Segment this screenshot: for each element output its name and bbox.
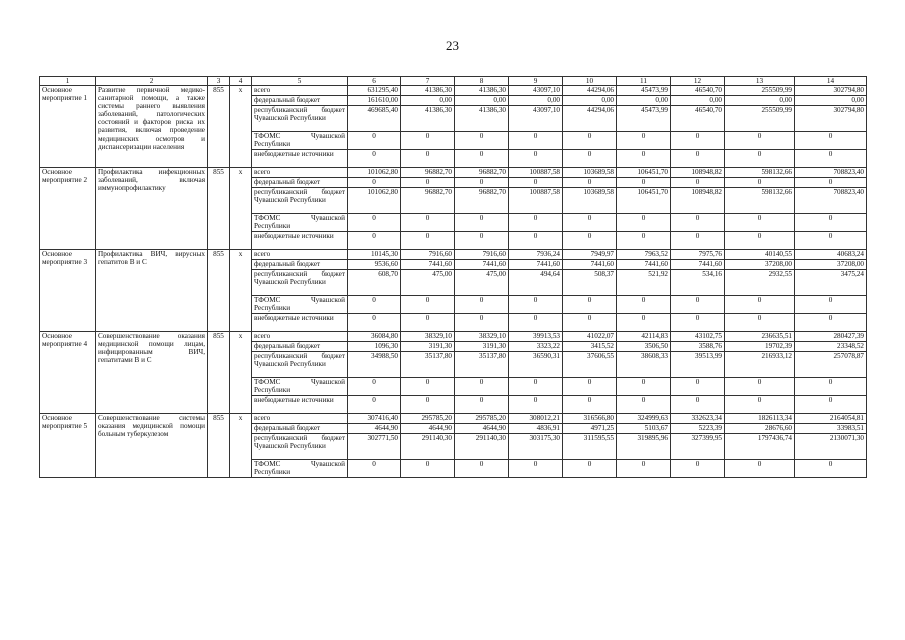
- funding-source: республиканский бюджет Чувашской Республики: [252, 352, 348, 378]
- table-row: [40, 168, 867, 178]
- amount-cell: 7963,52: [617, 250, 671, 260]
- funding-source: ТФОМС Чувашской Республики: [252, 460, 348, 478]
- amount-cell: 3191,30: [401, 342, 455, 352]
- amount-cell: 0: [617, 178, 671, 188]
- amount-cell: 33983,51: [795, 424, 867, 434]
- amount-cell: 3191,30: [455, 342, 509, 352]
- amount-cell: 0: [563, 178, 617, 188]
- amount-cell: 0: [617, 296, 671, 314]
- amount-cell: 0: [509, 296, 563, 314]
- amount-cell: 2932,55: [725, 270, 795, 296]
- amount-cell: 37606,55: [563, 352, 617, 378]
- header-cell: 3: [208, 77, 230, 86]
- amount-cell: 5103,67: [617, 424, 671, 434]
- amount-cell: 0: [795, 314, 867, 332]
- amount-cell: 307416,40: [348, 414, 401, 424]
- amount-cell: 0: [563, 296, 617, 314]
- amount-cell: 3475,24: [795, 270, 867, 296]
- amount-cell: 41022,07: [563, 332, 617, 342]
- header-cell: 14: [795, 77, 867, 86]
- amount-cell: 7441,60: [509, 260, 563, 270]
- amount-cell: 0: [725, 314, 795, 332]
- measure-description: Профилактика ВИЧ, вирусных гепатитов В и С: [96, 250, 208, 332]
- amount-cell: 291140,30: [455, 434, 509, 460]
- amount-cell: 38608,33: [617, 352, 671, 378]
- executor-code: 855: [208, 168, 230, 250]
- amount-cell: 0: [509, 150, 563, 168]
- measure-label: Основное мероприятие 1: [40, 86, 96, 168]
- amount-cell: 45473,99: [617, 86, 671, 96]
- amount-cell: 0: [617, 132, 671, 150]
- amount-cell: 598132,66: [725, 168, 795, 178]
- amount-cell: 0: [401, 150, 455, 168]
- amount-cell: 44294,06: [563, 86, 617, 96]
- header-cell: 4: [230, 77, 252, 86]
- amount-cell: 2130071,30: [795, 434, 867, 460]
- amount-cell: 108948,82: [671, 188, 725, 214]
- amount-cell: 2164054,81: [795, 414, 867, 424]
- amount-cell: 36084,80: [348, 332, 401, 342]
- header-cell: 6: [348, 77, 401, 86]
- amount-cell: 0: [348, 132, 401, 150]
- amount-cell: 0: [725, 132, 795, 150]
- amount-cell: 96882,70: [455, 188, 509, 214]
- amount-cell: 0: [401, 460, 455, 478]
- amount-cell: 45473,99: [617, 106, 671, 132]
- header-cell: 9: [509, 77, 563, 86]
- measure-label: Основное мероприятие 3: [40, 250, 96, 332]
- funding-source: внебюджетные источники: [252, 150, 348, 168]
- amount-cell: 319895,96: [617, 434, 671, 460]
- funding-source: республиканский бюджет Чувашской Республики: [252, 188, 348, 214]
- amount-cell: 0,00: [725, 96, 795, 106]
- amount-cell: 108948,82: [671, 168, 725, 178]
- amount-cell: 0: [401, 314, 455, 332]
- amount-cell: 41386,30: [401, 86, 455, 96]
- amount-cell: 0: [563, 132, 617, 150]
- mark-cell: х: [230, 414, 252, 478]
- funding-source: республиканский бюджет Чувашской Республики: [252, 434, 348, 460]
- funding-source: внебюджетные источники: [252, 232, 348, 250]
- amount-cell: 280427,39: [795, 332, 867, 342]
- measure-description: Развитие первичной медико-санитарной помощи, а также системы раннего выявления заболеваний, патологических состояний и факторов риска их развития, включая проведение медицинских осмотров и диспансеризации населения: [96, 86, 208, 168]
- amount-cell: 0: [455, 232, 509, 250]
- amount-cell: 0: [348, 296, 401, 314]
- amount-cell: 0: [725, 150, 795, 168]
- amount-cell: 0: [455, 296, 509, 314]
- amount-cell: 0: [401, 178, 455, 188]
- funding-source: федеральный бюджет: [252, 178, 348, 188]
- amount-cell: 106451,70: [617, 188, 671, 214]
- amount-cell: 0,00: [509, 96, 563, 106]
- amount-cell: 0: [725, 296, 795, 314]
- measure-label: Основное мероприятие 4: [40, 332, 96, 414]
- amount-cell: 0: [795, 232, 867, 250]
- amount-cell: 0: [509, 396, 563, 414]
- amount-cell: 101062,80: [348, 168, 401, 178]
- amount-cell: 0: [455, 378, 509, 396]
- amount-cell: 0: [401, 214, 455, 232]
- amount-cell: 0: [455, 150, 509, 168]
- amount-cell: 7936,24: [509, 250, 563, 260]
- funding-source: федеральный бюджет: [252, 260, 348, 270]
- amount-cell: 0: [795, 214, 867, 232]
- amount-cell: 46540,70: [671, 86, 725, 96]
- amount-cell: 0: [795, 396, 867, 414]
- amount-cell: 43097,10: [509, 86, 563, 96]
- amount-cell: 44294,06: [563, 106, 617, 132]
- amount-cell: 0: [617, 150, 671, 168]
- amount-cell: 40140,55: [725, 250, 795, 260]
- amount-cell: 0: [455, 396, 509, 414]
- amount-cell: 7441,60: [401, 260, 455, 270]
- funding-source: всего: [252, 168, 348, 178]
- amount-cell: 0: [617, 396, 671, 414]
- amount-cell: 0: [671, 378, 725, 396]
- amount-cell: 0: [509, 314, 563, 332]
- amount-cell: 0: [617, 214, 671, 232]
- table-row: [40, 250, 867, 260]
- funding-source: федеральный бюджет: [252, 96, 348, 106]
- amount-cell: 0,00: [617, 96, 671, 106]
- amount-cell: 0: [725, 232, 795, 250]
- amount-cell: 1826113,34: [725, 414, 795, 424]
- amount-cell: 0: [671, 150, 725, 168]
- amount-cell: 0: [563, 150, 617, 168]
- amount-cell: 316566,80: [563, 414, 617, 424]
- amount-cell: 0: [725, 214, 795, 232]
- amount-cell: 35137,80: [401, 352, 455, 378]
- amount-cell: 100887,58: [509, 168, 563, 178]
- amount-cell: 37208,00: [725, 260, 795, 270]
- amount-cell: 5223,39: [671, 424, 725, 434]
- amount-cell: 0: [509, 460, 563, 478]
- funding-source: всего: [252, 332, 348, 342]
- funding-source: республиканский бюджет Чувашской Республики: [252, 270, 348, 296]
- header-row: [40, 77, 867, 86]
- amount-cell: 101062,80: [348, 188, 401, 214]
- amount-cell: 1096,30: [348, 342, 401, 352]
- amount-cell: 0: [795, 460, 867, 478]
- funding-source: внебюджетные источники: [252, 396, 348, 414]
- amount-cell: 4971,25: [563, 424, 617, 434]
- amount-cell: 0: [617, 378, 671, 396]
- amount-cell: 0,00: [401, 96, 455, 106]
- amount-cell: 708823,40: [795, 188, 867, 214]
- amount-cell: 34988,50: [348, 352, 401, 378]
- table-row: [40, 414, 867, 424]
- amount-cell: 36590,31: [509, 352, 563, 378]
- amount-cell: 608,70: [348, 270, 401, 296]
- amount-cell: 7975,76: [671, 250, 725, 260]
- measure-description: Совершенствование оказания медицинской помощи лицам, инфицированным ВИЧ, гепатитами В и С: [96, 332, 208, 414]
- header-cell: 10: [563, 77, 617, 86]
- funding-source: всего: [252, 86, 348, 96]
- amount-cell: 7441,60: [563, 260, 617, 270]
- amount-cell: 521,92: [617, 270, 671, 296]
- amount-cell: 0: [617, 460, 671, 478]
- amount-cell: 0: [617, 314, 671, 332]
- amount-cell: 257078,87: [795, 352, 867, 378]
- amount-cell: 0: [509, 232, 563, 250]
- amount-cell: 0: [725, 396, 795, 414]
- funding-table: [39, 76, 867, 478]
- amount-cell: 469685,40: [348, 106, 401, 132]
- amount-cell: 10145,30: [348, 250, 401, 260]
- mark-cell: х: [230, 168, 252, 250]
- amount-cell: 0: [348, 150, 401, 168]
- amount-cell: 0: [563, 396, 617, 414]
- amount-cell: 43097,10: [509, 106, 563, 132]
- funding-source: внебюджетные источники: [252, 314, 348, 332]
- amount-cell: 43102,75: [671, 332, 725, 342]
- amount-cell: 40683,24: [795, 250, 867, 260]
- amount-cell: 7916,60: [401, 250, 455, 260]
- amount-cell: 0: [509, 178, 563, 188]
- amount-cell: 0: [348, 178, 401, 188]
- amount-cell: 302794,80: [795, 106, 867, 132]
- amount-cell: 0: [795, 132, 867, 150]
- header-cell: 7: [401, 77, 455, 86]
- amount-cell: 0: [617, 232, 671, 250]
- amount-cell: 103689,58: [563, 188, 617, 214]
- amount-cell: 0: [671, 214, 725, 232]
- amount-cell: 0: [671, 314, 725, 332]
- amount-cell: 0: [671, 396, 725, 414]
- amount-cell: 28676,60: [725, 424, 795, 434]
- amount-cell: 0: [455, 178, 509, 188]
- amount-cell: 508,37: [563, 270, 617, 296]
- amount-cell: 100887,58: [509, 188, 563, 214]
- amount-cell: 19702,39: [725, 342, 795, 352]
- amount-cell: 0,00: [455, 96, 509, 106]
- executor-code: 855: [208, 250, 230, 332]
- amount-cell: 4644,90: [455, 424, 509, 434]
- amount-cell: 103689,58: [563, 168, 617, 178]
- funding-source: республиканский бюджет Чувашской Республики: [252, 106, 348, 132]
- amount-cell: 295785,20: [401, 414, 455, 424]
- amount-cell: 7441,60: [455, 260, 509, 270]
- amount-cell: 0: [795, 378, 867, 396]
- amount-cell: 236635,51: [725, 332, 795, 342]
- amount-cell: 7441,60: [671, 260, 725, 270]
- amount-cell: 0,00: [563, 96, 617, 106]
- amount-cell: 0: [795, 296, 867, 314]
- amount-cell: 4836,91: [509, 424, 563, 434]
- amount-cell: 23348,52: [795, 342, 867, 352]
- amount-cell: 534,16: [671, 270, 725, 296]
- amount-cell: 308012,21: [509, 414, 563, 424]
- amount-cell: 0,00: [671, 96, 725, 106]
- amount-cell: 3588,76: [671, 342, 725, 352]
- measure-label: Основное мероприятие 5: [40, 414, 96, 478]
- amount-cell: 0: [671, 178, 725, 188]
- amount-cell: 0: [671, 460, 725, 478]
- amount-cell: 0: [401, 378, 455, 396]
- amount-cell: 0: [509, 132, 563, 150]
- amount-cell: 3323,22: [509, 342, 563, 352]
- amount-cell: 324999,63: [617, 414, 671, 424]
- measure-description: Совершенствование системы оказания медицинской помощи больным туберкулезом: [96, 414, 208, 478]
- amount-cell: 7949,97: [563, 250, 617, 260]
- amount-cell: 302794,80: [795, 86, 867, 96]
- amount-cell: 0: [348, 460, 401, 478]
- amount-cell: 4644,90: [401, 424, 455, 434]
- table-row: [40, 332, 867, 342]
- amount-cell: 303175,30: [509, 434, 563, 460]
- funding-source: всего: [252, 250, 348, 260]
- header-cell: 13: [725, 77, 795, 86]
- amount-cell: 0: [563, 214, 617, 232]
- amount-cell: 291140,30: [401, 434, 455, 460]
- amount-cell: 0: [725, 378, 795, 396]
- amount-cell: 106451,70: [617, 168, 671, 178]
- amount-cell: 255509,99: [725, 106, 795, 132]
- amount-cell: 0: [401, 132, 455, 150]
- table-row: [40, 86, 867, 96]
- funding-source: ТФОМС Чувашской Республики: [252, 296, 348, 314]
- amount-cell: 38329,10: [401, 332, 455, 342]
- amount-cell: 0: [401, 296, 455, 314]
- amount-cell: 0: [455, 314, 509, 332]
- amount-cell: 41386,30: [455, 106, 509, 132]
- header-cell: 8: [455, 77, 509, 86]
- header-cell: 12: [671, 77, 725, 86]
- amount-cell: 302771,50: [348, 434, 401, 460]
- amount-cell: 0,00: [795, 96, 867, 106]
- amount-cell: 295785,20: [455, 414, 509, 424]
- amount-cell: 332623,34: [671, 414, 725, 424]
- amount-cell: 0: [725, 178, 795, 188]
- header-cell: 2: [96, 77, 208, 86]
- amount-cell: 39913,53: [509, 332, 563, 342]
- amount-cell: 0: [348, 314, 401, 332]
- amount-cell: 631295,40: [348, 86, 401, 96]
- amount-cell: 0: [563, 314, 617, 332]
- amount-cell: 598132,66: [725, 188, 795, 214]
- amount-cell: 0: [563, 460, 617, 478]
- funding-source: всего: [252, 414, 348, 424]
- amount-cell: 255509,99: [725, 86, 795, 96]
- amount-cell: 96882,70: [401, 168, 455, 178]
- amount-cell: 0: [563, 378, 617, 396]
- executor-code: 855: [208, 414, 230, 478]
- amount-cell: 0: [348, 214, 401, 232]
- measure-description: Профилактика инфекционных заболеваний, включая иммунопрофилактику: [96, 168, 208, 250]
- amount-cell: 0: [348, 378, 401, 396]
- amount-cell: 494,64: [509, 270, 563, 296]
- amount-cell: 0: [671, 296, 725, 314]
- amount-cell: 4644,90: [348, 424, 401, 434]
- amount-cell: 0: [509, 378, 563, 396]
- amount-cell: 42114,83: [617, 332, 671, 342]
- amount-cell: 7916,60: [455, 250, 509, 260]
- amount-cell: 41386,30: [401, 106, 455, 132]
- amount-cell: 708823,40: [795, 168, 867, 178]
- amount-cell: 0: [455, 214, 509, 232]
- mark-cell: х: [230, 86, 252, 168]
- amount-cell: 3506,50: [617, 342, 671, 352]
- amount-cell: 0: [725, 460, 795, 478]
- amount-cell: 311595,55: [563, 434, 617, 460]
- amount-cell: 0: [455, 132, 509, 150]
- amount-cell: 46540,70: [671, 106, 725, 132]
- amount-cell: 41386,30: [455, 86, 509, 96]
- amount-cell: 0: [563, 232, 617, 250]
- amount-cell: 96882,70: [455, 168, 509, 178]
- amount-cell: 3415,52: [563, 342, 617, 352]
- amount-cell: 1797436,74: [725, 434, 795, 460]
- amount-cell: 327399,95: [671, 434, 725, 460]
- mark-cell: х: [230, 250, 252, 332]
- header-cell: 5: [252, 77, 348, 86]
- amount-cell: 96882,70: [401, 188, 455, 214]
- header-cell: 11: [617, 77, 671, 86]
- amount-cell: 0: [401, 396, 455, 414]
- amount-cell: 0: [795, 150, 867, 168]
- amount-cell: 39513,99: [671, 352, 725, 378]
- amount-cell: 0: [671, 132, 725, 150]
- amount-cell: 0: [401, 232, 455, 250]
- amount-cell: 38329,10: [455, 332, 509, 342]
- amount-cell: 0: [671, 232, 725, 250]
- funding-source: ТФОМС Чувашской Республики: [252, 378, 348, 396]
- amount-cell: 475,00: [401, 270, 455, 296]
- amount-cell: 0: [348, 232, 401, 250]
- amount-cell: 0: [509, 214, 563, 232]
- amount-cell: 35137,80: [455, 352, 509, 378]
- measure-label: Основное мероприятие 2: [40, 168, 96, 250]
- funding-source: федеральный бюджет: [252, 342, 348, 352]
- executor-code: 855: [208, 332, 230, 414]
- amount-cell: 9536,60: [348, 260, 401, 270]
- funding-source: ТФОМС Чувашской Республики: [252, 132, 348, 150]
- header-cell: 1: [40, 77, 96, 86]
- amount-cell: 0: [795, 178, 867, 188]
- funding-source: ТФОМС Чувашской Республики: [252, 214, 348, 232]
- amount-cell: 475,00: [455, 270, 509, 296]
- mark-cell: х: [230, 332, 252, 414]
- amount-cell: 7441,60: [617, 260, 671, 270]
- amount-cell: 0: [455, 460, 509, 478]
- amount-cell: 0: [348, 396, 401, 414]
- amount-cell: 161610,00: [348, 96, 401, 106]
- amount-cell: 37208,00: [795, 260, 867, 270]
- executor-code: 855: [208, 86, 230, 168]
- funding-source: федеральный бюджет: [252, 424, 348, 434]
- amount-cell: 216933,12: [725, 352, 795, 378]
- page-number: 23: [446, 38, 459, 53]
